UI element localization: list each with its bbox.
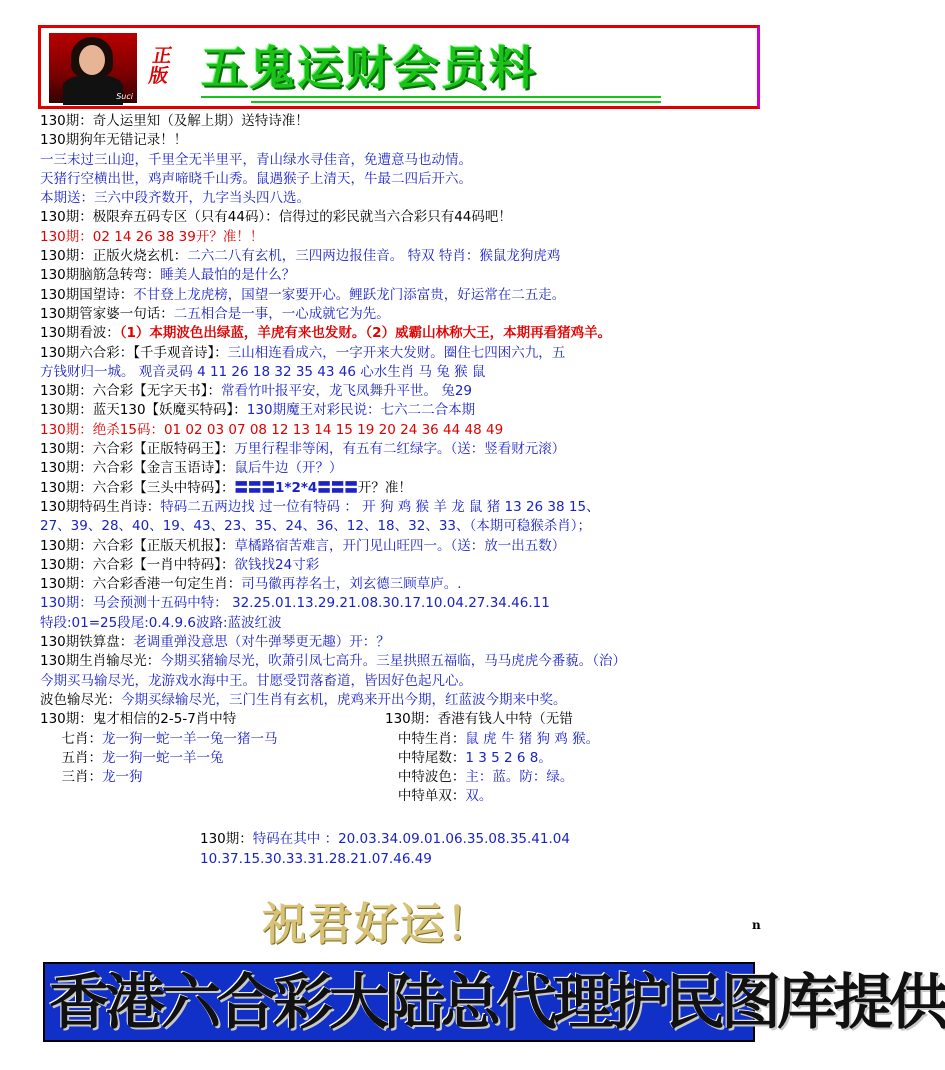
left-row-value: 龙一狗: [101, 769, 143, 786]
right-row-label: 中特生肖：: [397, 730, 466, 747]
left-row-value: 龙一狗一蛇一羊一兔: [101, 749, 224, 766]
right-row-value: 主：蓝。防：绿。: [465, 769, 574, 786]
text-line: [40, 498, 760, 517]
footer-text: 香港六合彩大陆总代理护民图库提供: [49, 968, 945, 1038]
text-segment: 方钱财归一城。 观音灵码 4 11 26 18 32 35 43 46 心水生肖 马 兔 猴 鼠: [40, 363, 486, 380]
text-line: [40, 382, 760, 401]
text-segment: 今期买猪输尽光，吹萧引凤七高升。三星拱照五福临，马马虎虎今番藐。（治）: [160, 653, 627, 670]
text-segment: 二五相合是一事，一心成就它为先。: [173, 305, 390, 322]
text-segment: 万里行程非等闲，有五有二红绿字。（送：竖看财元滚）: [234, 441, 566, 458]
text-line: [40, 652, 760, 671]
text-segment: 二六二八有玄机，三四两边报佳音。 特双 特肖：猴鼠龙狗虎鸡: [187, 248, 561, 265]
text-line: [40, 286, 760, 305]
text-segment: 130期生肖输尽光：: [40, 653, 161, 670]
title-underline: [201, 96, 661, 98]
right-row: [385, 787, 765, 806]
text-segment: 130期：正版火烧玄机：: [40, 248, 188, 265]
text-line: [40, 537, 760, 556]
text-line: [40, 208, 760, 227]
text-segment: 今期买马输尽光，龙游戏水海中王。甘愿受罚落畜道，皆因好色起凡心。: [40, 672, 472, 689]
text-line: [40, 633, 760, 652]
text-segment: 130期铁算盘：: [40, 634, 134, 651]
portrait-body: [63, 75, 123, 105]
text-segment: 开？准！: [357, 479, 412, 496]
text-segment: 130期：六合彩【金言玉语诗】：: [40, 460, 235, 477]
text-line: [40, 324, 760, 343]
portrait-face: [79, 45, 105, 75]
text-segment: 常看竹叶报平安，龙飞凤舞升平世。 兔29: [221, 383, 473, 400]
text-segment: 130期：六合彩【一肖中特码】：: [40, 556, 235, 573]
special-numbers-1: 特码在其中 ：20.03.34.09.01.06.35.08.35.41.04: [252, 831, 570, 848]
text-line: [40, 266, 760, 285]
text-segment: （1）本期波色出绿蓝，羊虎有来也发财。（2）威霸山林称大王，本期再看猪鸡羊。: [119, 325, 612, 342]
text-segment: 130期：蓝天130【妖魔买特码】：: [40, 402, 247, 419]
text-segment: 特码二五两边找 过一位有特码 ： 开 狗 鸡 猴 羊 龙 鼠 猪 13 26 38 15、: [160, 498, 600, 515]
text-segment: 130期国望诗：: [40, 286, 134, 303]
right-row-label: 中特尾数：: [397, 749, 466, 766]
text-line: [40, 112, 760, 131]
text-line: [40, 459, 760, 478]
text-segment: 130期魔王对彩民说：七六二二合本期: [246, 402, 476, 419]
text-segment: 130期：六合彩【无字天书】：: [40, 383, 222, 400]
text-segment: 130期：奇人运里知（及解上期）送特诗准！: [40, 113, 309, 129]
header-banner: [38, 25, 760, 109]
text-line: [40, 170, 760, 189]
left-row-label: 七肖：: [61, 730, 102, 747]
right-row-value: 1 3 5 2 6 8。: [465, 749, 552, 766]
left-column: [40, 710, 380, 787]
text-line: [40, 517, 760, 536]
right-row-value: 双。: [465, 788, 493, 805]
text-line: [40, 672, 760, 691]
text-segment: 鼠后牛边（开？）: [234, 460, 343, 477]
text-segment: 波色输尽光：: [40, 691, 121, 708]
right-column: [385, 710, 765, 806]
left-row-value: 龙一狗一蛇一羊一兔一猪一马: [101, 730, 278, 747]
text-line: [40, 594, 760, 613]
left-row: [40, 749, 380, 768]
text-segment: 草橘路宿苦难言，开门见山旺四一。（送：放一出五数）: [234, 537, 566, 554]
text-segment: 130期特码生肖诗：: [40, 498, 161, 515]
text-segment: 130期：六合彩【正版特码王】：: [40, 441, 235, 458]
text-line: [40, 556, 760, 575]
left-row-label: 三肖：: [61, 769, 102, 786]
right-column-heading: 130期：香港有钱人中特（无错: [385, 711, 573, 728]
text-segment: 本期送：三六中段齐数开，九字当头四八选。: [40, 190, 310, 207]
left-row: [40, 730, 380, 749]
text-line: [40, 614, 760, 633]
photo-signature: Suci: [116, 92, 133, 101]
text-segment: 130期：六合彩【三头中特码】：: [40, 479, 235, 496]
closing-blessing: 祝君好运！: [262, 899, 492, 950]
text-segment: 一三末过三山迎，千里全无半里平，青山绿水寻佳音，免遭意马也动情。: [40, 151, 472, 168]
two-column-section: [40, 710, 760, 830]
content-body: [40, 112, 760, 869]
text-segment: 130期管家婆一句话：: [40, 305, 174, 322]
right-row: [385, 730, 765, 749]
text-segment: 130期狗年无错记录！！: [40, 132, 188, 149]
corner-mark: n: [752, 918, 761, 932]
special-label: 130期：: [200, 831, 253, 848]
text-line: [40, 691, 760, 710]
text-segment: 特段:01=25段尾:0.4.9.6波路:蓝波红波: [40, 614, 282, 631]
text-line: [40, 247, 760, 266]
text-line: [40, 189, 760, 208]
text-segment: 130期：绝杀15码：01 02 03 07 08 12 13 14 15 19 20 24 36 44 48 49: [40, 421, 504, 438]
text-segment: 不甘登上龙虎榜，国望一家要开心。鲤跃龙门添富贵，好运常在二五走。: [133, 286, 566, 303]
text-segment: 27、39、28、40、19、43、23、35、24、36、12、18、32、33、（本期可稳猴杀肖）；: [40, 518, 591, 535]
right-row: [385, 749, 765, 768]
text-line: [40, 151, 760, 170]
text-line: [40, 421, 760, 440]
text-line: [40, 401, 760, 420]
right-row-value: 鼠 虎 牛 猪 狗 鸡 猴。: [465, 730, 600, 747]
text-segment: 今期买绿输尽光，三门生肖有玄机，虎鸡来开出今期，红蓝波今期来中奖。: [121, 691, 567, 708]
text-line: [40, 305, 760, 324]
text-segment: 130期六合彩：【千手观音诗】：: [40, 344, 228, 361]
text-segment: 130期：02 14 26 38 39开？准！！: [40, 228, 264, 245]
text-segment: 130期：六合彩【正版天机报】：: [40, 537, 235, 554]
text-segment: 欲钱找24寸彩: [234, 556, 320, 573]
text-segment: 三山相连看成六，一字开来大发财。圈住七四困六九，五: [227, 344, 566, 361]
text-segment: 130期看波：: [40, 325, 120, 342]
text-segment: 睡美人最怕的是什么？: [160, 267, 296, 284]
text-line: [40, 363, 760, 382]
text-segment: 老调重弹没意思（对牛弹琴更无趣）开：？: [133, 634, 390, 651]
special-code-line-1: [40, 830, 760, 849]
text-line: [40, 575, 760, 594]
portrait-photo: [49, 33, 137, 103]
text-segment: 130期：马会预测十五码中特： 32.25.01.13.29.21.08.30.17.10.04.27.34.46.11: [40, 595, 550, 612]
text-segment: 130期：六合彩香港一句定生肖：: [40, 576, 242, 593]
edition-stamp: 正版: [147, 45, 174, 87]
right-row-label: 中特单双：: [397, 788, 466, 805]
page-title: 五鬼运财会员料: [201, 41, 537, 95]
text-segment: 司马徽再荐名士，刘玄德三顾草庐。.: [241, 576, 462, 593]
prediction-lines: [40, 112, 760, 710]
text-segment: 130期：极限弃五码专区（只有44码）：信得过的彩民就当六合彩只有44码吧！: [40, 209, 512, 226]
right-row: [385, 768, 765, 787]
text-segment: 130期脑筋急转弯：: [40, 267, 161, 284]
left-column-heading: 130期：鬼才相信的2-5-7肖中特: [40, 711, 237, 728]
text-line: [40, 344, 760, 363]
title-underline-2: [251, 101, 661, 103]
text-line: [40, 440, 760, 459]
special-numbers-2: 10.37.15.30.33.31.28.21.07.46.49: [200, 850, 432, 867]
text-line: [40, 228, 760, 247]
right-row-label: 中特波色：: [397, 769, 466, 786]
footer-banner: [43, 962, 945, 1042]
left-row: [40, 768, 380, 787]
text-line: [40, 479, 760, 498]
text-segment: 天猪行空横出世，鸡声啼晓千山秀。鼠遇猴子上清天，牛最二四后开六。: [40, 170, 472, 187]
text-line: [40, 131, 760, 150]
text-segment: 〓〓〓1*2*4〓〓〓: [234, 479, 358, 496]
left-row-label: 五肖：: [61, 749, 102, 766]
